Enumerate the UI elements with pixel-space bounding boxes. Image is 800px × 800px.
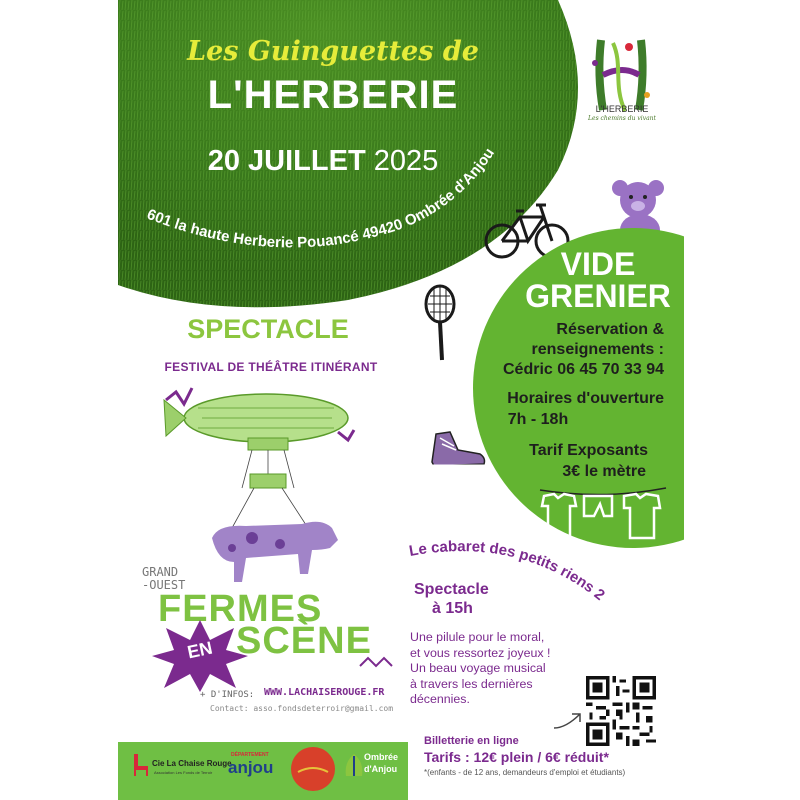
chaise-rouge-sub: Association Les Fonds de Terroir (154, 770, 213, 775)
red-circle-logo-icon (290, 746, 336, 792)
en-word: EN (185, 637, 215, 663)
reservation-line-2: renseignements : (531, 341, 664, 358)
poster (118, 0, 684, 800)
description-line: Un beau voyage musical (410, 661, 546, 676)
herberie-logo-name: L'HERBERIE (595, 104, 649, 114)
qr-code-icon[interactable] (586, 676, 656, 746)
ticket-note: *(enfants - de 12 ans, demandeurs d'emploi et étudiants) (424, 768, 626, 777)
hours-label: Horaires d'ouverture (507, 390, 664, 407)
billetterie-label: Billetterie en ligne (424, 735, 519, 747)
event-date-day: 20 JUILLET (207, 145, 366, 177)
grand-ouest-line-2: -OUEST (142, 578, 186, 592)
description-line: Une pilule pour le moral, (410, 630, 545, 644)
website-link[interactable]: WWW.LACHAISEROUGE.FR (264, 687, 385, 698)
tennis-racket-icon (420, 284, 460, 362)
cabaret-title: Le cabaret des petits riens 2 (407, 538, 608, 604)
airship-cow-illustration-icon (162, 378, 372, 598)
ticket-prices: Tarifs : 12€ plein / 6€ réduit* (424, 749, 609, 765)
address-text: 601 la haute Herberie Pouancé 49420 Ombrée d'Anjou (144, 144, 498, 252)
zigzag-icon (358, 654, 394, 670)
vide-grenier-title-2: GRENIER (525, 278, 671, 314)
arrow-icon (552, 708, 586, 730)
red-chair-icon (130, 752, 152, 778)
hours-value: 7h - 18h (507, 411, 569, 428)
ombree-anjou-logo-2: d'Anjou (364, 764, 398, 774)
cabaret-time-line-1: Spectacle (414, 581, 489, 598)
event-title-script: Les Guinguettes de (187, 36, 479, 67)
fee-label: Tarif Exposants (529, 442, 648, 459)
grand-ouest-line-1: GRAND (142, 565, 179, 579)
anjou-logo-top: DÉPARTEMENT (231, 752, 269, 758)
chaise-rouge-logo: Cie La Chaise Rouge (152, 759, 232, 768)
spectacle-heading: SPECTACLE (187, 314, 349, 344)
svg-text:601 la haute Herberie Pouancé (145, 145, 498, 251)
fee-value: 3€ le mètre (562, 463, 646, 480)
cabaret-time (414, 580, 514, 618)
reservation-contact: Cédric 06 45 70 33 94 (502, 361, 664, 378)
ombree-anjou-logo-1: Ombrée (364, 752, 399, 762)
description-line: décennies. (410, 692, 470, 707)
cabaret-time-line-2: à 15h (432, 600, 473, 617)
plus-infos-label: + D'INFOS: (200, 690, 255, 700)
event-date-year: 2025 (373, 145, 439, 177)
vide-grenier-title-1: VIDE (560, 246, 636, 282)
fermes-word: FERMES (158, 588, 323, 630)
event-title-main: L'HERBERIE (207, 73, 459, 117)
ombree-anjou-emblem-icon (342, 752, 366, 778)
anjou-logo: anjou (228, 758, 274, 777)
festival-subtitle: FESTIVAL DE THÉÂTRE ITINÉRANT (164, 360, 378, 374)
contact-email: Contact: asso.fondsdeterroir@gmail.com (210, 704, 394, 713)
herberie-logo-tagline: Les chemins du vivant (588, 115, 656, 122)
reservation-line-1: Réservation & (556, 321, 664, 338)
description-line: à travers les dernières (410, 676, 533, 691)
scene-word: SCÈNE (236, 620, 372, 662)
sneakers-icon (428, 424, 490, 468)
description-line: et vous ressortez joyeux ! (410, 645, 551, 660)
